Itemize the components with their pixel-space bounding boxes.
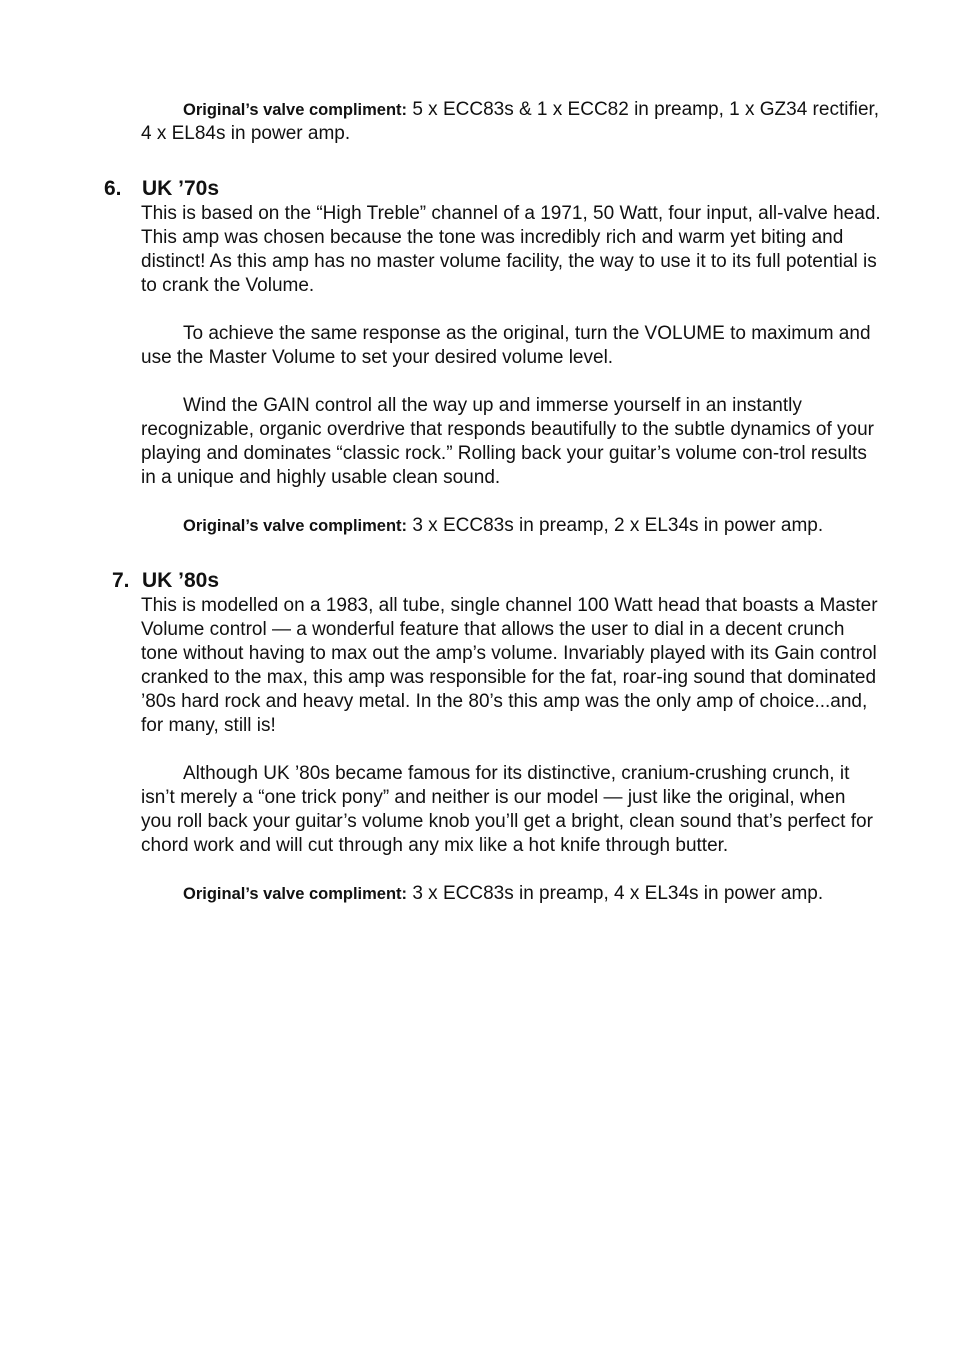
paragraph: This is based on the “High Treble” channel of a 1971, 50 Watt, four input, all-valve head. This amp was chosen because the tone was incredibly rich and warm yet biting and distinct! As this amp has no master volume facility, the way to use it to its full potential is to crank the Volume. xyxy=(141,203,886,296)
section-7-paragraph-2 xyxy=(141,762,881,858)
paragraph: Wind the GAIN control all the way up and immerse yourself in an instantly recognizable, organic overdrive that responds beautifully to the subtle dynamics of your playing and dominates “classic rock.” Rolling back your guitar’s volume con-trol results in a unique and highly usable clean sound. xyxy=(141,395,880,488)
valve-compliment-label: Original’s valve compliment: xyxy=(183,885,408,903)
section-7-paragraph-1 xyxy=(141,594,881,738)
paragraph: To achieve the same response as the original, turn the VOLUME to maximum and use the Master Volume to set your desired volume level. xyxy=(141,323,876,368)
intro-valve-compliment xyxy=(141,98,885,146)
valve-compliment-label: Original’s valve compliment: xyxy=(183,101,408,119)
section-6-paragraph-1 xyxy=(141,202,886,298)
section-number: 6. xyxy=(104,177,122,200)
paragraph: Although UK ’80s became famous for its distinctive, cranium-crushing crunch, it isn’t merely a “one trick pony” and neither is our model — just like the original, when you roll back your guitar’s volume knob you’ll get a bright, clean sound that’s perfect for chord work and will cut through any mix like a hot knife through butter. xyxy=(141,763,879,856)
valve-compliment-text: 3 x ECC83s in preamp, 4 x EL34s in power amp. xyxy=(407,883,824,904)
section-title: UK ’70s xyxy=(142,177,220,200)
section-number: 7. xyxy=(112,569,130,592)
section-6-paragraph-2 xyxy=(141,322,881,370)
valve-compliment-text: 3 x ECC83s in preamp, 2 x EL34s in power amp. xyxy=(407,515,824,536)
paragraph: This is modelled on a 1983, all tube, single channel 100 Watt head that boasts a Master Volume control — a wonderful feature that allows the user to dial in a decent crunch tone without having to max out the amp’s volume. Invariably played with its Gain control cranked to the max, this amp was responsible for the fat, roar-ing sound that dominated ’80s hard rock and heavy metal. In the 80’s this amp was the only amp of choice...and, for many, still is! xyxy=(141,595,883,736)
section-title: UK ’80s xyxy=(142,569,220,592)
valve-compliment-label: Original’s valve compliment: xyxy=(183,517,408,535)
valve-compliment-text: 5 x ECC83s & 1 x ECC82 in preamp, 1 x GZ34 rectifier, 4 x EL84s in power amp. xyxy=(141,99,885,144)
section-6-valve-compliment xyxy=(141,514,881,538)
section-6-paragraph-3 xyxy=(141,394,881,490)
section-7-valve-compliment xyxy=(141,882,881,906)
